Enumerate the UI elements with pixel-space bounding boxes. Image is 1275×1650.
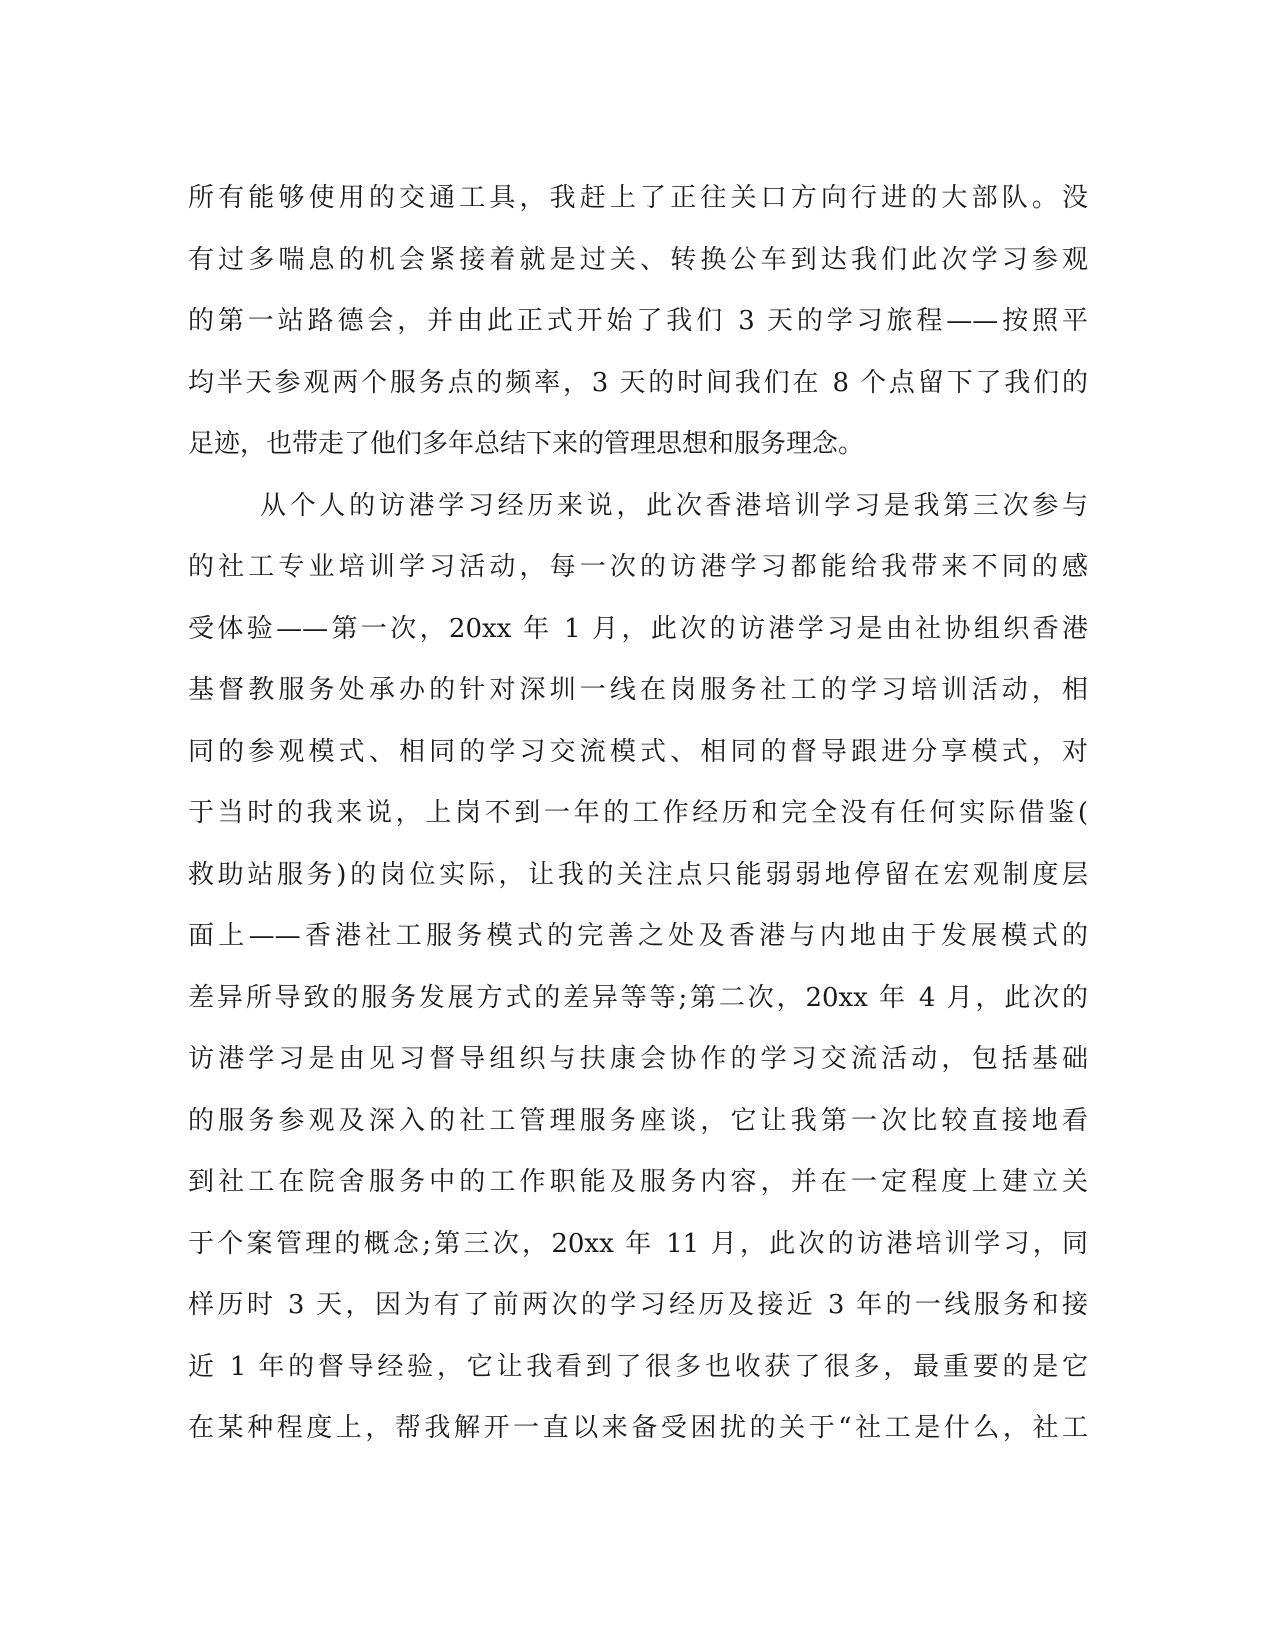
paragraph-line: 有过多喘息的机会紧接着就是过关、转换公车到达我们此次学习参观	[188, 244, 1088, 275]
paragraph-line: 于当时的我来说，上岗不到一年的工作经历和完全没有任何实际借鉴(	[188, 798, 1088, 828]
paragraph-line: 访港学习是由见习督导组织与扶康会协作的学习交流活动，包括基础	[188, 1044, 1088, 1074]
paragraph-line: 差异所导致的服务发展方式的差异等等;第二次，20xx 年 4 月，此次的	[188, 982, 1088, 1013]
paragraph-line: 足迹，也带走了他们多年总结下来的管理思想和服务理念。	[188, 429, 865, 459]
body-text	[188, 168, 1088, 1460]
paragraph-line: 于个案管理的概念;第三次，20xx 年 11 月，此次的访港培训学习，同	[188, 1228, 1088, 1259]
paragraph-line: 基督教服务处承办的针对深圳一线在岗服务社工的学习培训活动，相	[188, 675, 1088, 705]
paragraph-line: 面上——香港社工服务模式的完善之处及香港与内地由于发展模式的	[188, 921, 1088, 951]
paragraph-line: 样历时 3 天，因为有了前两次的学习经历及接近 3 年的一线服务和接	[188, 1290, 1088, 1320]
paragraph-line: 所有能够使用的交通工具，我赶上了正往关口方向行进的大部队。没	[188, 183, 1088, 213]
paragraph-line: 同的参观模式、相同的学习交流模式、相同的督导跟进分享模式，对	[188, 736, 1088, 767]
paragraph-line: 在某种程度上，帮我解开一直以来备受困扰的关于“社工是什么，社工	[188, 1413, 1088, 1443]
paragraph-line: 的社工专业培训学习活动，每一次的访港学习都能给我带来不同的感	[188, 552, 1088, 582]
paragraph-line: 近 1 年的督导经验，它让我看到了很多也收获了很多，最重要的是它	[188, 1351, 1088, 1382]
paragraph-line: 受体验——第一次，20xx 年 1 月，此次的访港学习是由社协组织香港	[188, 613, 1088, 644]
paragraph-line: 的第一站路德会，并由此正式开始了我们 3 天的学习旅程——按照平	[188, 306, 1088, 336]
paragraph-line: 均半天参观两个服务点的频率，3 天的时间我们在 8 个点留下了我们的	[188, 367, 1088, 398]
paragraph-line: 从个人的访港学习经历来说，此次香港培训学习是我第三次参与	[260, 490, 1088, 521]
paragraph-line: 的服务参观及深入的社工管理服务座谈，它让我第一次比较直接地看	[188, 1105, 1088, 1136]
paragraph-line: 救助站服务)的岗位实际，让我的关注点只能弱弱地停留在宏观制度层	[188, 859, 1088, 890]
paragraph-line: 到社工在院舍服务中的工作职能及服务内容，并在一定程度上建立关	[188, 1167, 1088, 1197]
